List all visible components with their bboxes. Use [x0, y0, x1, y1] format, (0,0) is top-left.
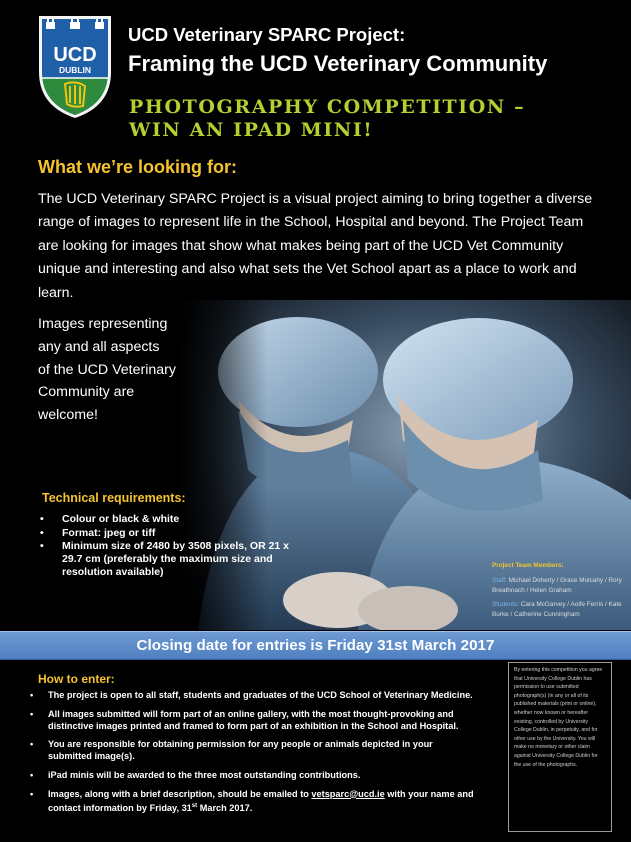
images-line: any and all aspects [38, 338, 160, 355]
team-staff [492, 576, 628, 596]
svg-text:DUBLIN: DUBLIN [58, 65, 92, 75]
closing-date-banner: Closing date for entries is Friday 31st March 2017 [0, 631, 631, 660]
team-heading: Project Team Members: [492, 562, 564, 569]
entry-deadline-text: with your name and contact information by Friday, 31 [48, 788, 474, 813]
images-welcome-text [38, 313, 238, 427]
staff-label: Staff: [492, 577, 507, 584]
list-item: • Minimum size of 2480 by 3508 pixels, OR 21 x 29.7 cm (preferably the maximum size and resolution available) [38, 540, 298, 579]
ucd-crest-icon [37, 14, 113, 120]
list-item: • All images submitted will form part of an online gallery, with the most thought-provoking and distinctive images printed and framed to form part of an exhibition in the School and Hospital. [28, 709, 476, 733]
list-item [28, 789, 476, 815]
competition-heading-line2: WIN AN IPAD MINI! [129, 119, 374, 141]
how-to-enter-heading: How to enter: [38, 672, 115, 686]
technical-requirements-list [38, 513, 298, 580]
images-line: Images representing [38, 316, 168, 332]
email-link[interactable]: vetsparc@ucd.ie [311, 788, 385, 799]
images-line: of the UCD Veterinary [38, 361, 176, 378]
list-item: • The project is open to all staff, students and graduates of the UCD School of Veterinary Medicine. [28, 690, 476, 702]
staff-names: Michael Doherty / Grace Mulcahy / Rory Breathnach / Helen Graham [492, 577, 622, 594]
images-line: welcome! [38, 407, 98, 424]
students-names: Cara McGarvey / Aoife Ferris / Kate Burke / Catherine Cunningham [492, 601, 622, 618]
svg-text:UCD: UCD [53, 44, 97, 66]
how-to-enter-list [28, 690, 476, 821]
list-item: • You are responsible for obtaining permission for any people or animals depicted in your submitted image(s). [28, 739, 476, 763]
competition-heading-line1: PHOTOGRAPHY COMPETITION – [129, 96, 526, 118]
list-item: • Format: jpeg or tiff [38, 527, 298, 540]
looking-for-heading: What we’re looking for: [38, 157, 238, 177]
technical-requirements-heading: Technical requirements: [42, 491, 186, 505]
date-ordinal-suffix: st [191, 802, 198, 809]
project-team-members [492, 561, 628, 620]
disclaimer-box: By entering this competition you agree that University College Dublin has permission to use submitted photograph(s) (in any or all of its published materials (print or online), whether now known or hereafter existing, controlled by University College Dublin, in perpetuity, and for other use by the University. You will make no monetary or other claim against University College Dublin for the use of the photographs. [508, 662, 612, 832]
team-students [492, 600, 628, 620]
list-item: • Colour or black & white [38, 513, 298, 526]
intro-paragraph: The UCD Veterinary SPARC Project is a visual project aiming to bring together a diverse range of images to represent life in the School, Hospital and beyond. The Project Team are looking for images that show what makes being part of the UCD Vet Community unique and interesting and also what sets the Vet School apart as a place to work and learn. [38, 191, 593, 301]
ucd-logo [37, 14, 113, 120]
project-title: UCD Veterinary SPARC Project: [128, 24, 406, 45]
entry-instructions-text: Images, along with a brief description, should be emailed to [48, 788, 312, 799]
entry-deadline-end: March 2017. [197, 802, 253, 813]
students-label: Students: [492, 601, 520, 608]
project-subtitle: Framing the UCD Veterinary Community [128, 51, 548, 76]
images-line: Community are [38, 384, 135, 401]
list-item: • iPad minis will be awarded to the three most outstanding contributions. [28, 770, 476, 782]
